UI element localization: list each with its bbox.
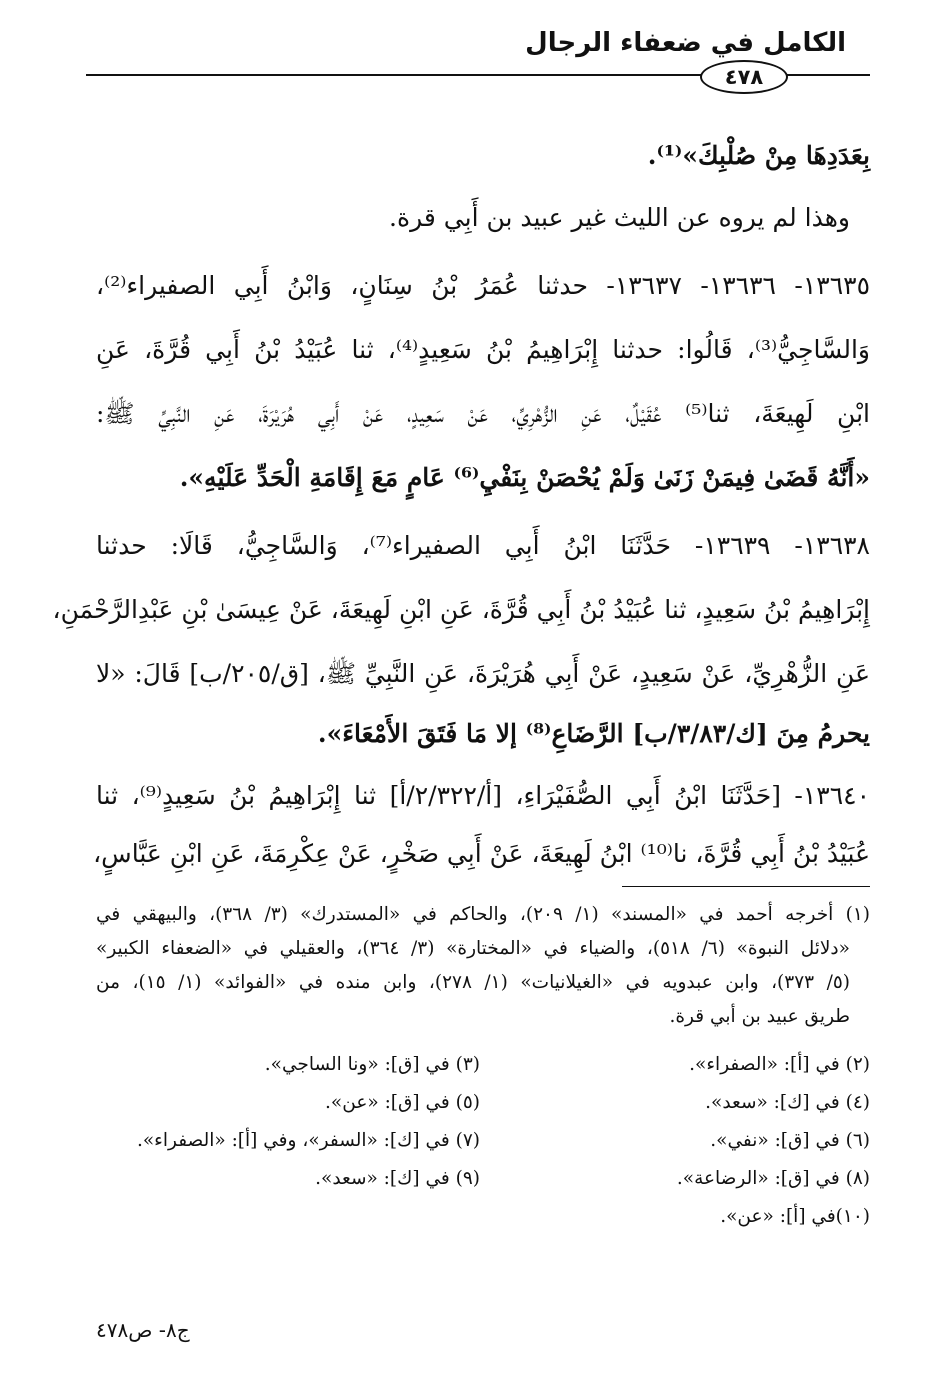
footnote-item: (٢) في [أ]: «الصفراء». bbox=[689, 1054, 870, 1075]
footnote-line: طريق عبيد بن أبي قرة. bbox=[669, 1006, 850, 1027]
text-line: ١٣٦٣٥- ١٣٦٣٦- ١٣٦٣٧- حدثنا عُمَرُ بْنُ سِنَانٍ، وَابْنُ أَبِي الصفيراء⁽²⁾، bbox=[96, 271, 870, 300]
text-line: إِبْرَاهِيمُ بْنُ سَعِيدٍ، ثنا عُبَيْدُ بْنُ أَبِي قُرَّةَ، عَنِ ابْنِ لَهِيعَةَ، عَنْ عِيسَىٰ بْنِ عَبْدِالرَّحْمَنِ، bbox=[52, 595, 870, 624]
footnote-item: (٩) في [ك]: «سعد». bbox=[315, 1168, 480, 1189]
footnote-line: (٥/ ٣٧٣)، وابن عبدويه في «الغيلانيات» (١/ ٢٧٨)، وابن منده في «الفوائد» (١/ ١٥)، من bbox=[96, 972, 850, 993]
text-line: بِعَدَدِهَا مِنْ صُلْبِكَ»⁽¹⁾. bbox=[647, 141, 870, 170]
footnote-item: (٤) في [ك]: «سعد». bbox=[705, 1092, 870, 1113]
text-line: ١٣٦٣٨- ١٣٦٣٩- حَدَّثَنَا ابْنُ أَبِي الصفيراء⁽⁷⁾، وَالسَّاجِيُّ، قَالَا: حدثنا bbox=[96, 531, 870, 560]
footnote-item: (٨) في [ق]: «الرضاعة». bbox=[676, 1168, 870, 1189]
text-line: يحرمُ مِنَ [ك/٣/٨٣/ب] الرَّضَاعِ⁽⁸⁾ إلا مَا فَتَقَ الأَمْعَاءَ». bbox=[317, 719, 870, 748]
footnote-item: (١٠)في [أ]: «عن». bbox=[720, 1206, 870, 1227]
page-reference: ج٨- ص٤٧٨ bbox=[96, 1318, 190, 1342]
footnote-item: (٣) في [ق]: «ونا الساجي». bbox=[264, 1054, 480, 1075]
running-header-title: الكامل في ضعفاء الرجال bbox=[525, 28, 846, 58]
text-line: «أَنَّهُ قَضَىٰ فِيمَنْ زَنَىٰ وَلَمْ يُحْصَنْ بِنَفْيِ⁽⁶⁾ عَامٍ مَعَ إِقَامَةِ الْحَدِّ عَلَيْهِ». bbox=[179, 463, 870, 492]
text-line: وَالسَّاجِيُّ⁽³⁾، قَالُوا: حدثنا إِبْرَاهِيمُ بْنُ سَعِيدٍ⁽⁴⁾، ثنا عُبَيْدُ بْنُ أَبِي قُرَّةَ، عَنِ bbox=[96, 335, 871, 364]
page-number-badge: ٤٧٨ bbox=[700, 60, 788, 94]
text-line: ابْنِ لَهِيعَةَ، ثنا⁽⁵⁾ عُقَيْلٌ، عَنِ الزُّهْرِيِّ، عَنْ سَعِيدٍ، عَنْ أَبِي هُرَيْرَةَ، عَنِ النَّبِيِّ ﷺ: bbox=[96, 399, 870, 428]
footnote-item: (٥) في [ق]: «عن». bbox=[325, 1092, 480, 1113]
text-line: عَنِ الزُّهْرِيِّ، عَنْ سَعِيدٍ، عَنْ أَبِي هُرَيْرَةَ، عَنِ النَّبِيِّ ﷺ، [ق/٢٠٥/ب] قَالَ: «لا bbox=[96, 659, 870, 688]
footnote-item: (٦) في [ق]: «نفي». bbox=[710, 1130, 870, 1151]
text-line: ١٣٦٤٠- [حَدَّثَنَا ابْنُ أَبِي الصُّفَيْرَاءِ، [أ/٢/٣٢٢/أ] ثنا إِبْرَاهِيمُ بْنُ سَعِيدٍ⁽⁹⁾، ثنا bbox=[96, 781, 871, 810]
text-line: وهذا لم يروه عن الليث غير عبيد بن أَبِي قرة. bbox=[389, 203, 850, 232]
text-line: عُبَيْدُ بْنُ أَبِي قُرَّةَ، نا⁽¹⁰⁾ ابْنُ لَهِيعَةَ، عَنْ أَبِي صَخْرٍ، عَنْ عِكْرِمَةَ، عَنِ ابْنِ عَبَّاسٍ، bbox=[93, 839, 870, 868]
footnote-line: «دلائل النبوة» (٦/ ٥١٨)، والضياء في «المختارة» (٣/ ٣٦٤)، والعقيلي في «الضعفاء الكبير» bbox=[96, 938, 850, 959]
footnote-line: (١) أخرجه أحمد في «المسند» (١/ ٢٠٩)، والحاكم في «المستدرك» (٣/ ٣٦٨)، والبيهقي في bbox=[96, 904, 870, 925]
footnote-separator bbox=[622, 886, 870, 887]
footnote-item: (٧) في [ك]: «السفر»، وفي [أ]: «الصفراء». bbox=[136, 1130, 480, 1151]
